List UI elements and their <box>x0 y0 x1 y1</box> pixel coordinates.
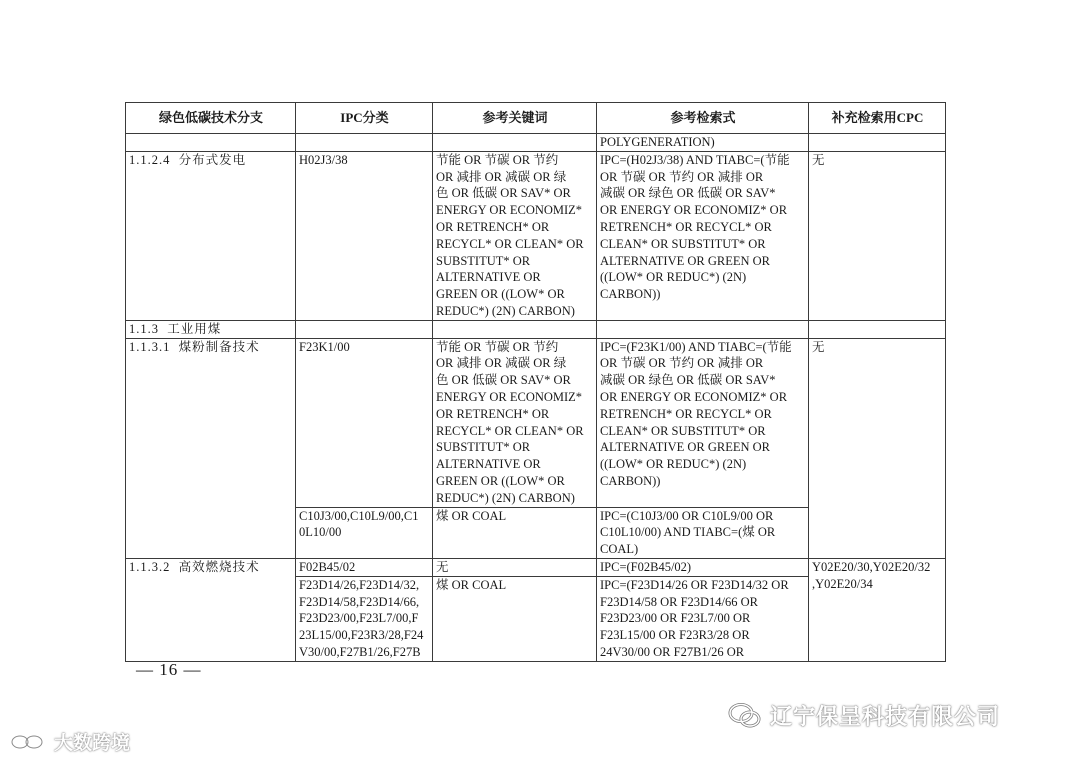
header-keywords: 参考关键词 <box>433 103 597 134</box>
branch-cell <box>126 134 296 152</box>
wechat-logo-icon <box>728 702 762 730</box>
table-row <box>126 151 946 320</box>
ipc-cell <box>296 134 433 152</box>
formula-cell: POLYGENERATION) <box>597 134 809 152</box>
chain-link-logo-icon <box>8 730 50 754</box>
cpc-cell <box>809 320 946 338</box>
table-row <box>126 134 946 152</box>
table-row <box>126 320 946 338</box>
ipc-cell <box>296 320 433 338</box>
formula-cell: IPC=(H02J3/38) AND TIABC=(节能 OR 节碳 OR 节约 OR 减排 OR 减碳 OR 绿色 OR 低碳 OR SAV* OR ENERGY OR ECONOMIZ* OR RETRENCH* OR RECYCL* OR CLEAN* OR SUBSTITUT* OR ALTERNATIVE OR GREEN OR ((LOW* OR REDUC*) (2N) CARBON)) <box>597 151 809 320</box>
formula-cell: IPC=(C10J3/00 OR C10L9/00 OR C10L10/00) AND TIABC=(煤 OR COAL) <box>597 507 809 558</box>
keywords-cell <box>433 134 597 152</box>
keywords-cell: 煤 OR COAL <box>433 507 597 558</box>
page-number: — 16 — <box>136 660 202 679</box>
keywords-cell: 无 <box>433 558 597 576</box>
ipc-cell: F23K1/00 <box>296 338 433 507</box>
keywords-cell: 煤 OR COAL <box>433 576 597 661</box>
watermark-left <box>8 728 130 755</box>
watermark-right-text: 辽宁保呈科技有限公司 <box>770 705 1001 730</box>
section-title-cell: 1.1.3 工业用煤 <box>126 320 296 338</box>
formula-cell: IPC=(F23K1/00) AND TIABC=(节能 OR 节碳 OR 节约 OR 减排 OR 减碳 OR 绿色 OR 低碳 OR SAV* OR ENERGY OR ECONOMIZ* OR RETRENCH* OR RECYCL* OR CLEAN* OR SUBSTITUT* OR ALTERNATIVE OR GREEN OR ((LOW* OR REDUC*) (2N) CARBON)) <box>597 338 809 507</box>
header-search-formula: 参考检索式 <box>597 103 809 134</box>
cpc-cell <box>809 134 946 152</box>
formula-cell: IPC=(F23D14/26 OR F23D14/32 OR F23D14/58 OR F23D14/66 OR F23D23/00 OR F23L7/00 OR F23L15/00 OR F23R3/28 OR 24V30/00 OR F27B1/26 OR <box>597 576 809 661</box>
cpc-cell: Y02E20/30,Y02E20/32 ,Y02E20/34 <box>809 558 946 661</box>
header-ipc: IPC分类 <box>296 103 433 134</box>
header-supplementary-cpc: 补充检索用CPC <box>809 103 946 134</box>
watermark-left-text: 大数跨境 <box>54 732 131 754</box>
cpc-cell: 无 <box>809 151 946 320</box>
branch-cell: 1.1.3.1 煤粉制备技术 <box>126 338 296 558</box>
formula-cell <box>597 320 809 338</box>
green-tech-ipc-table <box>125 102 946 662</box>
branch-cell: 1.1.2.4 分布式发电 <box>126 151 296 320</box>
ipc-cell: C10J3/00,C10L9/00,C1 0L10/00 <box>296 507 433 558</box>
keywords-cell <box>433 320 597 338</box>
formula-cell: IPC=(F02B45/02) <box>597 558 809 576</box>
branch-cell: 1.1.3.2 高效燃烧技术 <box>126 558 296 661</box>
ipc-cell: F02B45/02 <box>296 558 433 576</box>
keywords-cell: 节能 OR 节碳 OR 节约 OR 减排 OR 减碳 OR 绿 色 OR 低碳 OR SAV* OR ENERGY OR ECONOMIZ* OR RETRENCH* OR RECYCL* OR CLEAN* OR SUBSTITUT* OR ALTERNATIVE OR GREEN OR ((LOW* OR REDUC*) (2N) CARBON) <box>433 151 597 320</box>
header-branch: 绿色低碳技术分支 <box>126 103 296 134</box>
ipc-cell: F23D14/26,F23D14/32, F23D14/58,F23D14/66, F23D23/00,F23L7/00,F 23L15/00,F23R3/28,F24 V30/00,F27B1/26,F27B <box>296 576 433 661</box>
keywords-cell: 节能 OR 节碳 OR 节约 OR 减排 OR 减碳 OR 绿 色 OR 低碳 OR SAV* OR ENERGY OR ECONOMIZ* OR RETRENCH* OR RECYCL* OR CLEAN* OR SUBSTITUT* OR ALTERNATIVE OR GREEN OR ((LOW* OR REDUC*) (2N) CARBON) <box>433 338 597 507</box>
table-row <box>126 338 946 507</box>
table-header-row <box>126 103 946 134</box>
watermark-right <box>728 700 1000 731</box>
table-row <box>126 558 946 576</box>
ipc-cell: H02J3/38 <box>296 151 433 320</box>
cpc-cell: 无 <box>809 338 946 558</box>
